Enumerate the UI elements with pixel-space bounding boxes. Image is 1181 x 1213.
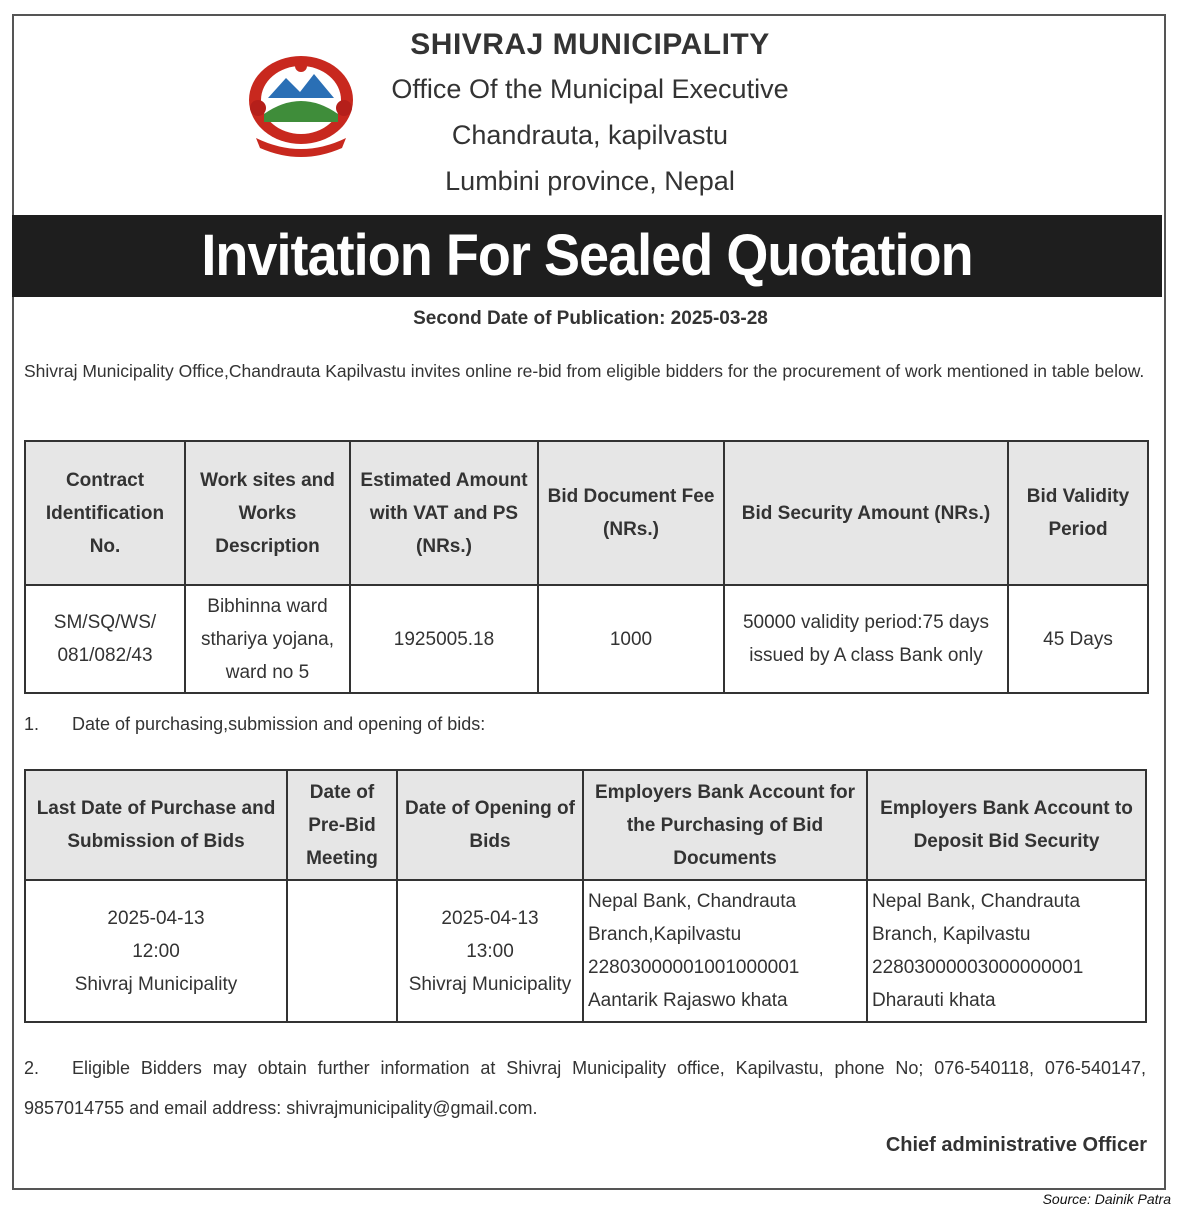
cell-last-date <box>25 880 287 1022</box>
header-opening-date: Date of Opening of Bids <box>397 770 583 880</box>
address-line-1: Chandrauta, kapilvastu <box>451 120 729 150</box>
purchase-bank-line: Aantarik Rajaswo khata <box>588 990 788 1011</box>
header-last-date: Last Date of Purchase and Submission of Bids <box>25 770 287 880</box>
signature-title: Chief administrative Officer <box>885 1134 1147 1156</box>
security-line: issued by A class Bank only <box>749 645 983 666</box>
item-1 <box>24 714 485 735</box>
deposit-bank-line: Dharauti khata <box>872 990 996 1011</box>
deposit-bank-line: Branch, Kapilvastu <box>872 924 1031 945</box>
table-row <box>25 585 1148 693</box>
municipality-name: SHIVRAJ MUNICIPALITY <box>410 28 770 61</box>
cell-doc-fee: 1000 <box>538 585 724 693</box>
header-deposit-bank: Employers Bank Account to Deposit Bid Security <box>867 770 1146 880</box>
purchase-bank-line: Branch,Kapilvastu <box>588 924 742 945</box>
cell-opening-date <box>397 880 583 1022</box>
deposit-bank-line: Nepal Bank, Chandrauta <box>872 891 1081 912</box>
intro-paragraph: Shivraj Municipality Office,Chandrauta Kapilvastu invites online re-bid from eligible bidders for the procurement of work mentioned in table below. <box>24 361 1145 381</box>
security-line: 50000 validity period:75 days <box>742 612 990 633</box>
header-prebid-meeting: Date of Pre-Bid Meeting <box>287 770 397 880</box>
header-estimated-amount: Estimated Amount with VAT and PS (NRs.) <box>350 441 538 585</box>
header-bid-document-fee: Bid Document Fee (NRs.) <box>538 441 724 585</box>
address-line-2: Lumbini province, Nepal <box>445 166 735 196</box>
contract-table <box>24 440 1149 694</box>
title-banner <box>12 215 1162 297</box>
purchase-bank-line: 22803000001001000001 <box>588 957 800 978</box>
opening-date: 2025-04-13 <box>441 907 539 929</box>
table-row <box>25 880 1146 1022</box>
cell-purchase-bank <box>583 880 867 1022</box>
item-2-number: 2. <box>24 1058 40 1078</box>
banner-title: Invitation For Sealed Quotation <box>201 223 973 288</box>
item-2-text: Eligible Bidders may obtain further information at Shivraj Municipality office, Kapilvastu, phone No; 076-540118, 076-540147, 9857014755 and email address: shivrajmunicipality@gmail.com. <box>24 1058 1146 1118</box>
header-work-description: Work sites and Works Description <box>185 441 350 585</box>
item-1-number: 1. <box>24 714 40 734</box>
publication-date: Second Date of Publication: 2025-03-28 <box>413 308 768 329</box>
purchase-bank-line: Nepal Bank, Chandrauta <box>588 891 797 912</box>
cell-contract-id <box>25 585 185 693</box>
cell-prebid <box>287 880 397 1022</box>
last-time: 12:00 <box>132 940 180 962</box>
header-bid-security: Bid Security Amount (NRs.) <box>724 441 1008 585</box>
source-credit: Source: Dainik Patra <box>1042 1191 1171 1207</box>
office-name: Office Of the Municipal Executive <box>391 74 789 104</box>
cell-work-description <box>185 585 350 693</box>
bid-schedule-table <box>24 769 1147 1023</box>
work-line: ward no 5 <box>225 661 310 683</box>
cell-estimated-amount: 1925005.18 <box>350 585 538 693</box>
contract-table-header-row <box>25 441 1148 585</box>
header-purchase-bank: Employers Bank Account for the Purchasing of Bid Documents <box>583 770 867 880</box>
cell-validity: 45 Days <box>1008 585 1148 693</box>
schedule-header-row <box>25 770 1146 880</box>
work-line: sthariya yojana, <box>200 628 335 650</box>
last-date: 2025-04-13 <box>107 907 205 929</box>
item-2 <box>24 1048 1146 1128</box>
contract-id-line: 081/082/43 <box>57 645 153 666</box>
item-1-text: Date of purchasing,submission and opening of bids: <box>72 714 486 734</box>
header-bid-validity: Bid Validity Period <box>1008 441 1148 585</box>
last-place: Shivraj Municipality <box>74 973 238 995</box>
header-contract-id: Contract Identification No. <box>25 441 185 585</box>
cell-bid-security <box>724 585 1008 693</box>
opening-place: Shivraj Municipality <box>408 973 572 995</box>
contract-id-line: SM/SQ/WS/ <box>53 612 157 633</box>
work-line: Bibhinna ward <box>207 595 328 617</box>
opening-time: 13:00 <box>466 940 514 962</box>
cell-deposit-bank <box>867 880 1146 1022</box>
deposit-bank-line: 22803000003000000001 <box>872 957 1084 978</box>
